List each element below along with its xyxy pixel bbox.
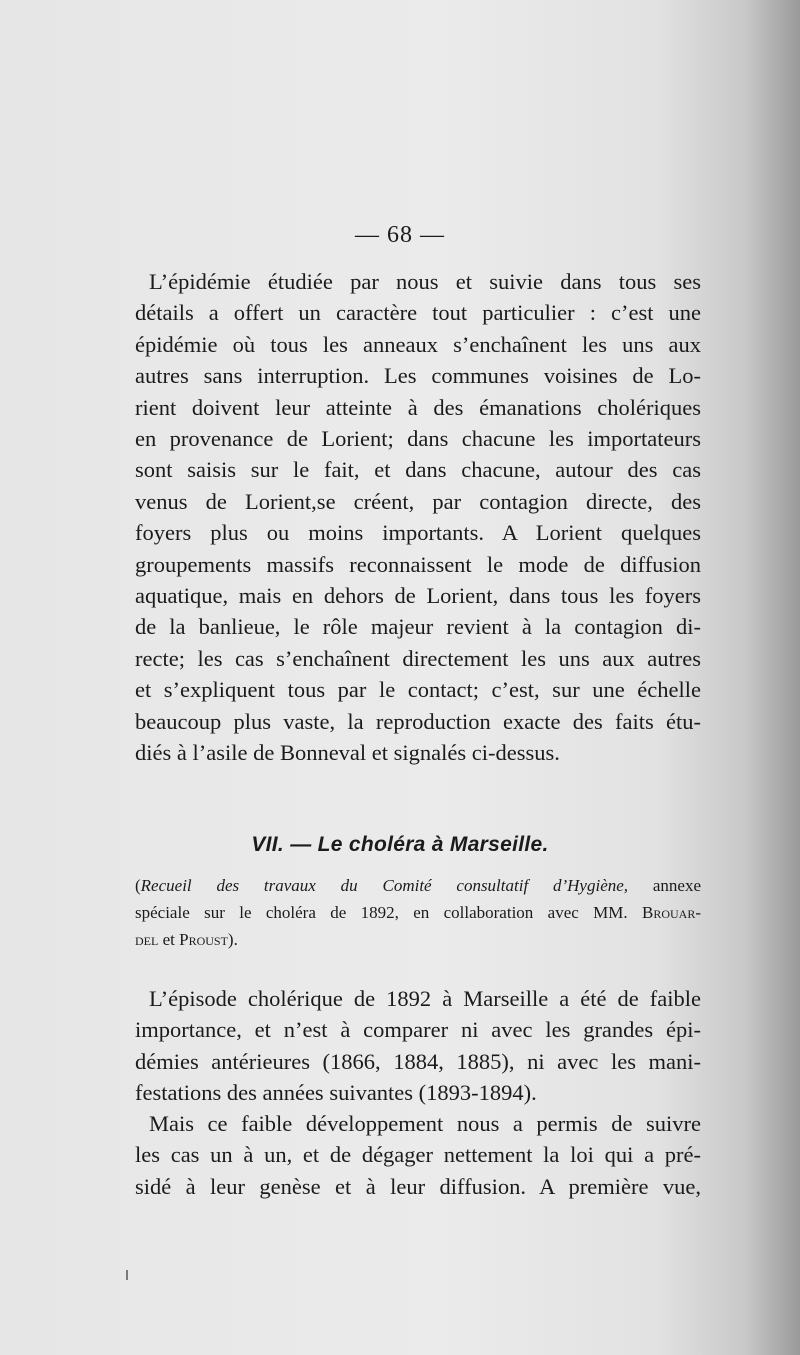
citation-source-title: Recueil des travaux du Comité consultatif d’Hygiène, bbox=[140, 876, 629, 895]
text-line: importance, et n’est à comparer ni avec les grandes épi- bbox=[135, 1017, 701, 1043]
text-line: épidémie où tous les anneaux s’enchaînent les uns aux bbox=[135, 331, 701, 357]
text-line: les cas un à un, et de dégager nettement la loi qui a pré- bbox=[135, 1142, 701, 1168]
text-line: festations des années suivantes (1893-1894). bbox=[135, 1080, 537, 1106]
citation-open-paren: ( bbox=[135, 876, 141, 895]
text-line: en provenance de Lorient; dans chacune les importateurs bbox=[135, 426, 701, 452]
text-line: sidé à leur genèse et à leur diffusion. A première vue, bbox=[135, 1173, 701, 1199]
citation-note bbox=[135, 872, 701, 953]
text-line: diés à l’asile de Bonneval et signalés ci-dessus. bbox=[135, 740, 560, 766]
text-line: recte; les cas s’enchaînent directement les uns aux autres bbox=[135, 645, 701, 671]
citation-line bbox=[135, 872, 701, 899]
citation-annex: annexe bbox=[628, 876, 701, 895]
text-line: L’épisode cholérique de 1892 à Marseille a été de faible bbox=[149, 986, 701, 1011]
text-line: autres sans interruption. Les communes voisines de Lo- bbox=[135, 363, 701, 389]
text-line: groupements massifs reconnaissent le mode de diffusion bbox=[135, 551, 701, 577]
text-line: détails a offert un caractère tout particulier : c’est une bbox=[135, 300, 701, 326]
paragraph-marseille-episode bbox=[135, 983, 701, 1109]
citation-line: del et Proust). bbox=[135, 930, 238, 949]
text-line: beaucoup plus vaste, la reproduction exacte des faits étu- bbox=[135, 708, 701, 734]
page-number: — 68 — bbox=[355, 222, 445, 248]
text-line: aquatique, mais en dehors de Lorient, dans tous les foyers bbox=[135, 583, 701, 609]
section-title: VII. — Le choléra à Marseille. bbox=[251, 833, 549, 856]
text-line: et s’expliquent tous par le contact; c’est, sur une échelle bbox=[135, 677, 701, 703]
paragraph-case-analysis bbox=[135, 1108, 701, 1202]
text-line: de la banlieue, le rôle majeur revient à la contagion di- bbox=[135, 614, 701, 640]
text-line: Mais ce faible développement nous a permis de suivre bbox=[149, 1111, 701, 1136]
text-line: rient doivent leur atteinte à des émanations cholériques bbox=[135, 394, 701, 420]
citation-line: spéciale sur le choléra de 1892, en collaboration avec MM. Brouar- bbox=[135, 903, 701, 922]
text-line: démies antérieures (1866, 1884, 1885), ni avec les mani- bbox=[135, 1048, 701, 1074]
text-line: foyers plus ou moins importants. A Lorient quelques bbox=[135, 520, 701, 546]
ink-speck bbox=[126, 1270, 128, 1280]
paragraph-lorient-epidemic bbox=[135, 266, 701, 769]
text-line: sont saisis sur le fait, et dans chacune, autour des cas bbox=[135, 457, 701, 483]
text-line: venus de Lorient,se créent, par contagion directe, des bbox=[135, 488, 701, 514]
text-line: L’épidémie étudiée par nous et suivie dans tous ses bbox=[149, 269, 701, 294]
